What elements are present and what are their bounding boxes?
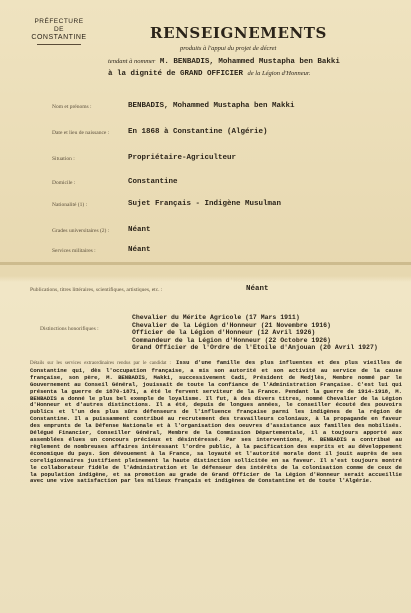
field-value-domicile: Constantine xyxy=(128,178,178,186)
field-value-birth: En 1868 à Constantine (Algérie) xyxy=(128,128,268,136)
field-value-situation: Propriétaire-Agriculteur xyxy=(128,154,237,162)
field-value-grades: Néant xyxy=(128,226,151,234)
prefecture-line3: CONSTANTINE xyxy=(31,34,87,41)
services-section xyxy=(30,360,402,608)
field-value-military: Néant xyxy=(128,246,151,254)
services-text: Issu d'une famille des plus influentes et des plus vieilles de Constantine qui, dès l'occupation française, a mis son autorité et son activité au service de la cause française, son père, M. BENBADIS, Makki, successivement Cadi, Président de Medjlès, Membre nommé par le Gouvernement au Conseil Général, jouissait de toute la confiance de l'Administration Française. C'est lui qui présenta la guerre de 1870-1871, a été le fervent serviteur de la France. Pendant la guerre de 1914-1918, M. BENBADIS a donné le plus bel exemple de loyalisme. Il fut, à des divers titres, nommé Chevalier de la Légion d'Honneur et d'autres distinctions. Il a été, depuis de longues années, le conseiller écouté des pouvoirs publics et l'un des plus sûrs défenseurs de l'influence française parmi les indigènes de la région de Constantine. Il a puissamment contribué au recrutement des travailleurs coloniaux, à la propagande en faveur des emprunts de la Défense Nationale et à l'organisation des oeuvres d'assistance aux familles des mobilisés. Délégué Financier, Conseiller Général, Membre de la Commission Départementale, il a toujours apporté aux assemblées élues un concours précieux et désintéressé. Par ses interventions, M. BENBADIS a contribué au règlement de nombreuses affaires intéressant l'ordre public, à la pacification des esprits et au développement économique du pays. Son dévouement à la France, sa loyauté et l'autorité morale dont il jouit auprès de ses coreligionnaires justifient pleinement la haute distinction sollicitée en sa faveur. Il s'est toujours montré le collaborateur fidèle de l'Administration et le défenseur des intérêts de la colonisation comme de ceux de la population indigène, et sa promotion au grade de Grand Officier de la Légion d'Honneur serait accueillie avec une vive satisfaction par les milieux français et indigènes de Constantine et de toute l'Algérie. xyxy=(30,360,402,485)
field-label-nationality: Nationalité (1) : xyxy=(52,202,88,208)
document-title: RENSEIGNEMENTS xyxy=(150,24,327,42)
field-label-grades: Grades universitaires (2) : xyxy=(52,228,110,234)
distinction-item: Grand Officier de l'Ordre de l'Etoile d'Anjouan (20 Avril 1927) xyxy=(132,344,378,351)
distinctions-label: Distinctions honorifiques : xyxy=(40,326,99,332)
dignite-value: à la dignité de GRAND OFFICIER xyxy=(108,70,244,78)
prefecture-rule xyxy=(37,44,81,45)
tendant-prefix: tendant à nommer xyxy=(108,58,156,65)
distinction-item: Commandeur de la Légion d'Honneur (22 Octobre 1926) xyxy=(132,336,331,344)
field-label-name: Nom et prénoms : xyxy=(52,104,92,110)
publications-value: Néant xyxy=(246,285,269,293)
distinctions-list xyxy=(132,314,378,352)
prefecture-line1: PRÉFECTURE xyxy=(34,18,84,25)
services-lead: Détails sur les services extraordinaires rendus par le candidat : xyxy=(30,361,171,366)
publications-label: Publications, titres littéraires, scientifiques, artistiques, etc. : xyxy=(30,287,163,293)
tendant-line xyxy=(108,58,340,66)
field-value-name: BENBADIS, Mohammed Mustapha ben Makki xyxy=(128,102,295,110)
field-label-domicile: Domicile : xyxy=(52,180,76,186)
distinction-item: Chevalier de la Légion d'Honneur (21 Novembre 1916) xyxy=(132,321,331,329)
document-subtitle: produits à l'appui du projet de décret xyxy=(180,45,277,52)
prefecture-header xyxy=(14,18,104,47)
dignite-suffix: de la Légion d'Honneur. xyxy=(247,70,311,77)
dignite-line xyxy=(108,70,310,78)
tendant-value: M. BENBADIS, Mohammed Mustapha ben Bakki xyxy=(159,58,340,66)
paper-fold xyxy=(0,262,411,265)
prefecture-line2: DE xyxy=(53,26,65,33)
field-label-situation: Situation : xyxy=(52,156,75,162)
field-value-nationality: Sujet Français - Indigène Musulman xyxy=(128,200,282,208)
field-label-military: Services militaires : xyxy=(52,248,96,254)
field-label-birth: Date et lieu de naissance : xyxy=(52,130,110,136)
distinction-item: Chevalier du Mérite Agricole (17 Mars 1911) xyxy=(132,314,300,321)
distinction-item: Officier de la Légion d'Honneur (12 Avril 1926) xyxy=(132,329,316,336)
